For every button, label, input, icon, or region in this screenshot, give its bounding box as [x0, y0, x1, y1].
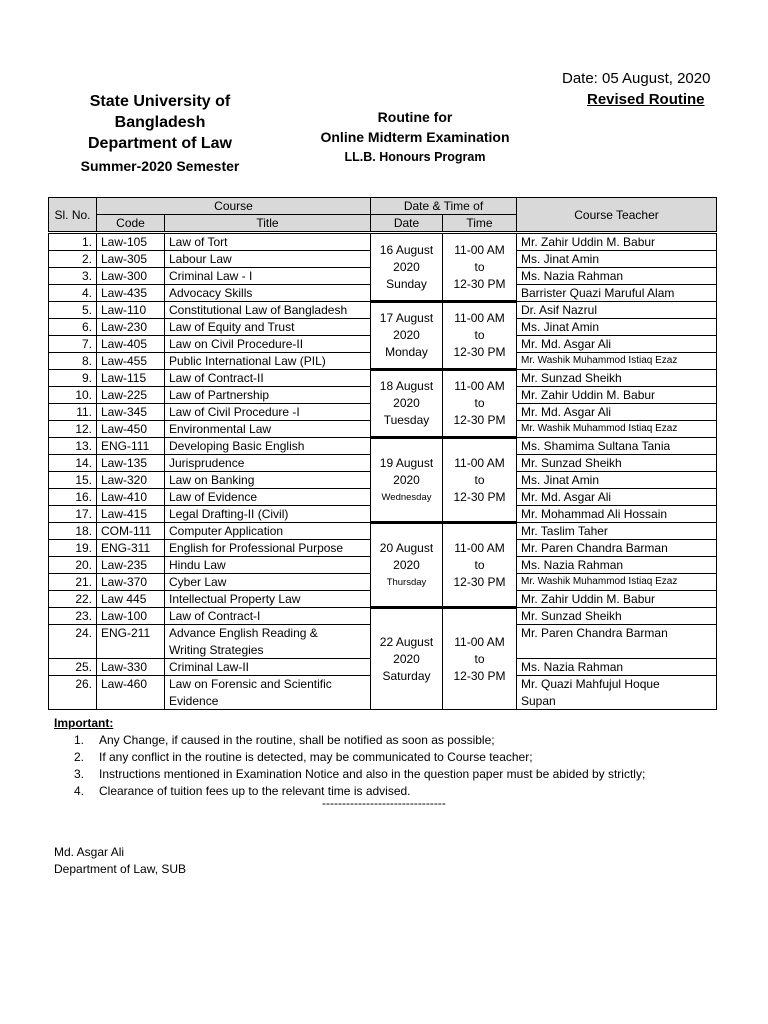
code-cell: Law-450 [97, 421, 165, 438]
table-row [49, 608, 717, 625]
sl-cell: 10. [49, 387, 97, 404]
routine-table [48, 197, 717, 710]
sl-cell: 1. [49, 233, 97, 251]
signatory-name: Md. Asgar Ali [54, 845, 125, 859]
header-sl: Sl. No. [49, 198, 97, 233]
important-list [54, 732, 645, 800]
teacher-cell: Mr. Quazi Mahfujul Hoque [517, 676, 717, 693]
header-time: Time [443, 215, 517, 233]
teacher-cell: Mr. Washik Muhammod Istiaq Ezaz [517, 353, 717, 370]
time-line: to [474, 557, 485, 572]
title-cell: Law of Partnership [165, 387, 371, 404]
important-title: Important: [54, 716, 114, 730]
routine-body [49, 233, 717, 608]
code-cell: Law-345 [97, 404, 165, 421]
header-teacher: Course Teacher [517, 198, 717, 233]
university-name-2: Bangladesh [114, 114, 206, 131]
code-cell: Law-230 [97, 319, 165, 336]
title-cell: Law of Civil Procedure -I [165, 404, 371, 421]
semester-name: Summer-2020 Semester [80, 158, 240, 174]
sl-cell: 11. [49, 404, 97, 421]
code-cell: Law-460 [97, 676, 165, 710]
code-cell: Law-110 [97, 302, 165, 319]
title-cell: Law of Contract-I [165, 608, 371, 625]
sl-cell: 12. [49, 421, 97, 438]
title-cell: Writing Strategies [165, 642, 371, 659]
teacher-cell: Ms. Nazia Rahman [517, 659, 717, 676]
document-date: Date: 05 August, 2020 [562, 70, 711, 87]
date-line: Saturday [382, 668, 431, 683]
title-cell: Law on Civil Procedure-II [165, 336, 371, 353]
important-item-text: Instructions mentioned in Examination Notice and also in the question paper must be abided by strictly; [99, 767, 646, 781]
teacher-cell: Mr. Washik Muhammod Istiaq Ezaz [517, 574, 717, 591]
date-line: Tuesday [383, 413, 430, 427]
teacher-cell: Supan [517, 693, 717, 710]
header-datetime: Date & Time of [371, 198, 517, 215]
routine-for: Routine for [377, 109, 453, 125]
title-cell: Law of Evidence [165, 489, 371, 506]
important-item-number: 2. [74, 750, 85, 764]
title-cell: Computer Application [165, 523, 371, 540]
code-cell: Law-370 [97, 574, 165, 591]
date-line: 2020 [393, 328, 420, 342]
title-cell: Labour Law [165, 251, 371, 268]
teacher-cell: Mr. Sunzad Sheikh [517, 608, 717, 625]
teacher-cell: Mr. Md. Asgar Ali [517, 336, 717, 353]
header-course: Course [97, 198, 371, 215]
date-line: 20 August [379, 540, 434, 555]
signature-block [54, 844, 186, 878]
date-line: 22 August [379, 634, 434, 649]
title-cell: Hindu Law [165, 557, 371, 574]
code-cell: Law-225 [97, 387, 165, 404]
important-item-number: 1. [74, 733, 85, 747]
sl-cell: 24. [49, 625, 97, 659]
table-row [49, 233, 717, 251]
date-line: 19 August [379, 455, 434, 470]
code-cell: Law-435 [97, 285, 165, 302]
teacher-cell: Ms. Jinat Amin [517, 251, 717, 268]
date-line: 2020 [393, 259, 420, 274]
date-line: 2020 [393, 472, 420, 487]
date-cell [371, 523, 443, 608]
sl-cell: 18. [49, 523, 97, 540]
teacher-cell: Mr. Paren Chandra Barman [517, 540, 717, 557]
date-line: Monday [385, 345, 428, 359]
time-line: 11-00 AM [454, 540, 505, 555]
important-item-text: If any conflict in the routine is detected, may be communicated to Course teacher; [99, 750, 533, 764]
title-cell: Cyber Law [165, 574, 371, 591]
time-line: 11-00 AM [454, 379, 505, 393]
code-cell: Law 445 [97, 591, 165, 608]
time-cell [443, 302, 517, 370]
date-cell [371, 608, 443, 710]
code-cell: Law-330 [97, 659, 165, 676]
date-line: 16 August [379, 242, 434, 257]
title-cell: Criminal Law-II [165, 659, 371, 676]
teacher-cell: Ms. Jinat Amin [517, 319, 717, 336]
time-line: to [474, 472, 485, 487]
exam-name: Online Midterm Examination [320, 129, 510, 145]
sl-cell: 16. [49, 489, 97, 506]
teacher-cell: Barrister Quazi Maruful Alam [517, 285, 717, 302]
sl-cell: 21. [49, 574, 97, 591]
time-line: 11-00 AM [454, 455, 505, 470]
code-cell: Law-135 [97, 455, 165, 472]
sl-cell: 9. [49, 370, 97, 387]
sl-cell: 3. [49, 268, 97, 285]
title-cell: Law of Contract-II [165, 370, 371, 387]
header-code: Code [97, 215, 165, 233]
teacher-cell: Ms. Jinat Amin [517, 472, 717, 489]
teacher-cell: Mr. Md. Asgar Ali [517, 404, 717, 421]
header-date: Date [371, 215, 443, 233]
date-line: 2020 [393, 651, 420, 666]
teacher-cell: Mr. Washik Muhammod Istiaq Ezaz [517, 421, 717, 438]
time-cell [443, 608, 517, 710]
code-cell: Law-455 [97, 353, 165, 370]
time-cell [443, 233, 517, 302]
university-header [40, 91, 280, 178]
teacher-cell: Ms. Nazia Rahman [517, 268, 717, 285]
code-cell: Law-305 [97, 251, 165, 268]
time-cell [443, 438, 517, 523]
important-item-number: 4. [74, 784, 85, 798]
date-line: Thursday [386, 576, 427, 588]
revised-routine-label: Revised Routine [587, 91, 705, 108]
time-line: 12-30 PM [453, 574, 506, 589]
teacher-cell: Mr. Zahir Uddin M. Babur [517, 233, 717, 251]
date-line: Wednesday [381, 491, 432, 503]
sl-cell: 6. [49, 319, 97, 336]
important-item [74, 732, 645, 749]
university-name: State University of [89, 93, 231, 110]
last-group [49, 608, 717, 710]
title-cell: Public International Law (PIL) [165, 353, 371, 370]
sl-cell: 7. [49, 336, 97, 353]
important-item-number: 3. [74, 767, 85, 781]
sl-cell: 23. [49, 608, 97, 625]
time-cell [443, 370, 517, 438]
code-cell: Law-105 [97, 233, 165, 251]
important-item [74, 749, 645, 766]
sl-cell: 20. [49, 557, 97, 574]
department-name: Department of Law [87, 135, 232, 152]
program-name: LL.B. Honours Program [344, 150, 486, 164]
time-line: 11-00 AM [454, 634, 505, 649]
time-line: 12-30 PM [453, 668, 506, 683]
date-line: Sunday [386, 276, 427, 291]
teacher-cell: Mr. Taslim Taher [517, 523, 717, 540]
code-cell: Law-415 [97, 506, 165, 523]
code-cell: Law-115 [97, 370, 165, 387]
time-line: 11-00 AM [454, 242, 505, 257]
teacher-cell: Mr. Zahir Uddin M. Babur [517, 591, 717, 608]
code-cell: Law-300 [97, 268, 165, 285]
sl-cell: 4. [49, 285, 97, 302]
time-line: 12-30 PM [453, 276, 506, 291]
teacher-cell: Mr. Sunzad Sheikh [517, 455, 717, 472]
code-cell: Law-235 [97, 557, 165, 574]
code-cell: Law-410 [97, 489, 165, 506]
code-cell: Law-320 [97, 472, 165, 489]
sl-cell: 17. [49, 506, 97, 523]
sl-cell: 13. [49, 438, 97, 455]
teacher-cell: Dr. Asif Nazrul [517, 302, 717, 319]
date-line: 2020 [393, 396, 420, 410]
time-line: 12-30 PM [453, 489, 506, 504]
sl-cell: 5. [49, 302, 97, 319]
teacher-cell: Mr. Sunzad Sheikh [517, 370, 717, 387]
code-cell: COM-111 [97, 523, 165, 540]
important-item-text: Clearance of tuition fees up to the relevant time is advised. [99, 784, 411, 798]
title-cell: Law on Banking [165, 472, 371, 489]
sl-cell: 19. [49, 540, 97, 557]
routine-header [300, 107, 530, 167]
sl-cell: 8. [49, 353, 97, 370]
title-cell: Developing Basic English [165, 438, 371, 455]
title-cell: Intellectual Property Law [165, 591, 371, 608]
date-cell [371, 370, 443, 438]
date-cell [371, 302, 443, 370]
title-cell: Evidence [165, 693, 371, 710]
header-title: Title [165, 215, 371, 233]
teacher-cell: Mr. Md. Asgar Ali [517, 489, 717, 506]
important-item-text: Any Change, if caused in the routine, shall be notified as soon as possible; [99, 733, 495, 747]
code-cell: ENG-311 [97, 540, 165, 557]
title-cell: Advocacy Skills [165, 285, 371, 302]
title-cell: Advance English Reading & [165, 625, 371, 642]
time-line: to [474, 396, 485, 410]
time-line: to [474, 328, 485, 342]
title-cell: Law of Tort [165, 233, 371, 251]
date-line: 2020 [393, 557, 420, 572]
table-row [49, 370, 717, 387]
teacher-cell: Ms. Nazia Rahman [517, 557, 717, 574]
title-cell: Criminal Law - I [165, 268, 371, 285]
table-row [49, 523, 717, 540]
time-line: to [474, 259, 485, 274]
title-cell: Environmental Law [165, 421, 371, 438]
sl-cell: 15. [49, 472, 97, 489]
important-notes [54, 715, 645, 800]
sl-cell: 2. [49, 251, 97, 268]
code-cell: ENG-111 [97, 438, 165, 455]
code-cell: Law-405 [97, 336, 165, 353]
title-cell: Jurisprudence [165, 455, 371, 472]
title-cell: Law of Equity and Trust [165, 319, 371, 336]
teacher-cell: Ms. Shamima Sultana Tania [517, 438, 717, 455]
code-cell: ENG-211 [97, 625, 165, 659]
time-line: 12-30 PM [453, 413, 506, 427]
time-line: to [474, 651, 485, 666]
teacher-cell: Mr. Paren Chandra Barman [517, 625, 717, 659]
time-cell [443, 523, 517, 608]
code-cell: Law-100 [97, 608, 165, 625]
time-line: 11-00 AM [454, 311, 505, 325]
title-cell: Law on Forensic and Scientific [165, 676, 371, 693]
sl-cell: 26. [49, 676, 97, 710]
title-cell: Legal Drafting-II (Civil) [165, 506, 371, 523]
date-cell [371, 438, 443, 523]
title-cell: English for Professional Purpose [165, 540, 371, 557]
teacher-cell: Mr. Mohammad Ali Hossain [517, 506, 717, 523]
divider-dashes: ------------------------------- [322, 796, 446, 810]
teacher-cell: Mr. Zahir Uddin M. Babur [517, 387, 717, 404]
sl-cell: 14. [49, 455, 97, 472]
table-row [49, 438, 717, 455]
date-line: 18 August [379, 379, 434, 393]
signatory-dept: Department of Law, SUB [54, 862, 187, 876]
sl-cell: 25. [49, 659, 97, 676]
important-item [74, 766, 645, 783]
table-row [49, 302, 717, 319]
title-cell: Constitutional Law of Bangladesh [165, 302, 371, 319]
date-cell [371, 233, 443, 302]
sl-cell: 22. [49, 591, 97, 608]
date-line: 17 August [379, 311, 434, 325]
time-line: 12-30 PM [453, 345, 506, 359]
